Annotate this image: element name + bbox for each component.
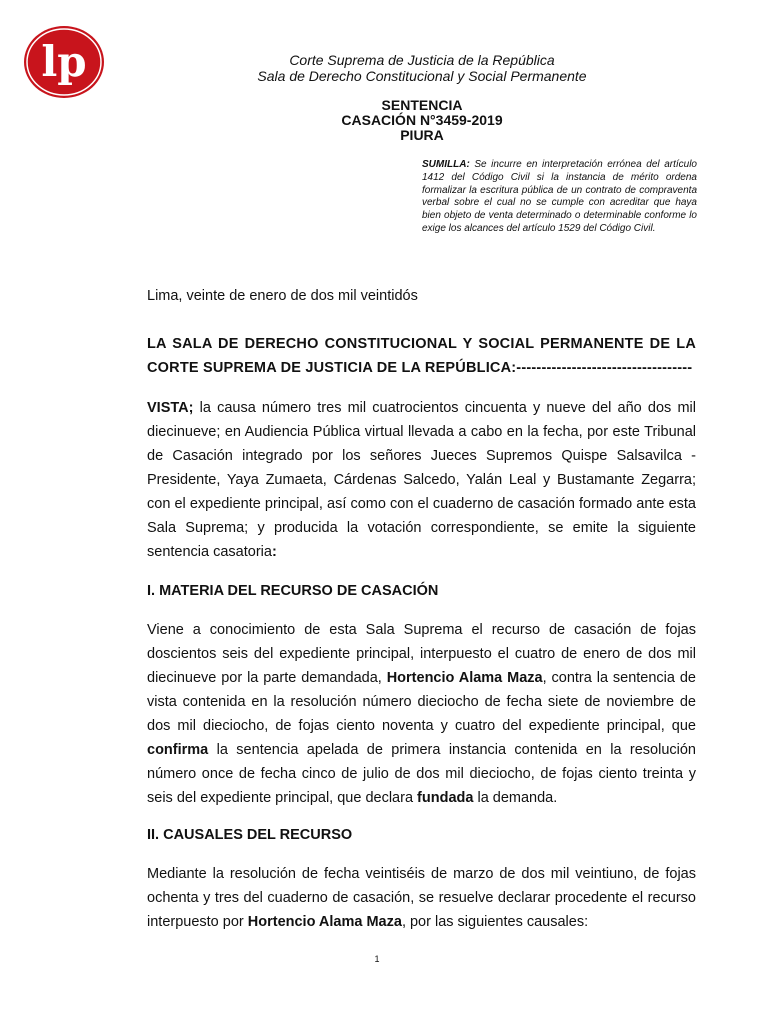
vista-label: VISTA; bbox=[147, 400, 194, 416]
vista-end: : bbox=[271, 544, 277, 560]
case-location: PIURA bbox=[400, 127, 444, 143]
section2-heading: II. CAUSALES DEL RECURSO bbox=[147, 827, 353, 843]
section2-text-b: , por las siguientes causales: bbox=[401, 914, 589, 930]
sumilla-block bbox=[422, 159, 697, 236]
section1-text-c: la sentencia apelada de primera instancia contenida en la resolución número once de fecha cinco de julio de dos mil dieciocho, de fojas ciento treinta y seis del expediente principal, que declara bbox=[147, 742, 696, 806]
doc-type: SENTENCIA bbox=[381, 97, 463, 113]
case-number: CASACIÓN N°3459-2019 bbox=[341, 112, 503, 128]
sala-heading: LA SALA DE DERECHO CONSTITUCIONAL Y SOCIAL PERMANENTE DE LA CORTE SUPREMA DE JUSTICIA DE LA REPÚBLICA:----------------------------------- bbox=[147, 336, 696, 376]
sala-name: Sala de Derecho Constitucional y Social Permanente bbox=[257, 68, 587, 84]
section1-text-b: , contra la sentencia de vista contenida en la resolución número dieciocho de fecha siete de noviembre de dos mil dieciocho, de fojas ciento noventa y cuatro del expediente principal, que bbox=[147, 670, 696, 734]
section1-text-a: Viene a conocimiento de esta Sala Suprema el recurso de casación de fojas doscientos seis del expediente principal, interpuesto el cuatro de enero de dos mil diecinueve por la parte demandada, bbox=[147, 622, 696, 686]
sumilla-label: SUMILLA: bbox=[422, 159, 470, 170]
section2-text-a: Mediante la resolución de fecha veintiséis de marzo de dos mil veintiuno, de fojas ochenta y tres del cuaderno de casación, se resuelve declarar procedente el recurso interpuesto por bbox=[147, 866, 696, 930]
section1-fundada: fundada bbox=[417, 790, 474, 806]
section2-paragraph bbox=[147, 862, 696, 934]
date-line: Lima, veinte de enero de dos mil veintidós bbox=[147, 288, 418, 304]
logo-text: lp bbox=[41, 37, 87, 86]
section1-text-d: la demanda. bbox=[473, 790, 558, 806]
vista-text: la causa número tres mil cuatrocientos cincuenta y nueve del año dos mil diecinueve; en Audiencia Pública virtual llevada a cabo en la fecha, por este Tribunal de Casación integrado por los señores Jueces Supremos Quispe Salsavilca - Presidente, Yaya Zumaeta, Cárdenas Salcedo, Yalán Leal y Bustamante Zegarra; con el expediente principal, así como con el cuaderno de casación formado ante esta Sala Suprema; y producida la votación correspondiente, se emite la siguiente sentencia casatoria bbox=[147, 400, 696, 560]
sumilla-text: Se incurre en interpretación errónea del artículo 1412 del Código Civil si la instancia de mérito ordena formalizar la escritura pública de un contrato de compraventa verbal sobre el cual no se cumple con acreditar que haya bien objeto de venta determinado o determinable conforme lo exige los alcances del artículo 1529 del Código Civil. bbox=[422, 159, 697, 234]
vista-paragraph bbox=[147, 396, 696, 564]
page-number: 1 bbox=[374, 954, 380, 964]
section1-confirma: confirma bbox=[147, 742, 209, 758]
section1-paragraph bbox=[147, 618, 696, 810]
document-titles bbox=[0, 98, 768, 143]
section1-party-name: Hortencio Alama Maza bbox=[386, 670, 543, 686]
section1-heading: I. MATERIA DEL RECURSO DE CASACIÓN bbox=[147, 583, 439, 599]
section2-party-name: Hortencio Alama Maza bbox=[247, 914, 402, 930]
court-header bbox=[0, 52, 768, 84]
court-name: Corte Suprema de Justicia de la República bbox=[289, 52, 555, 68]
